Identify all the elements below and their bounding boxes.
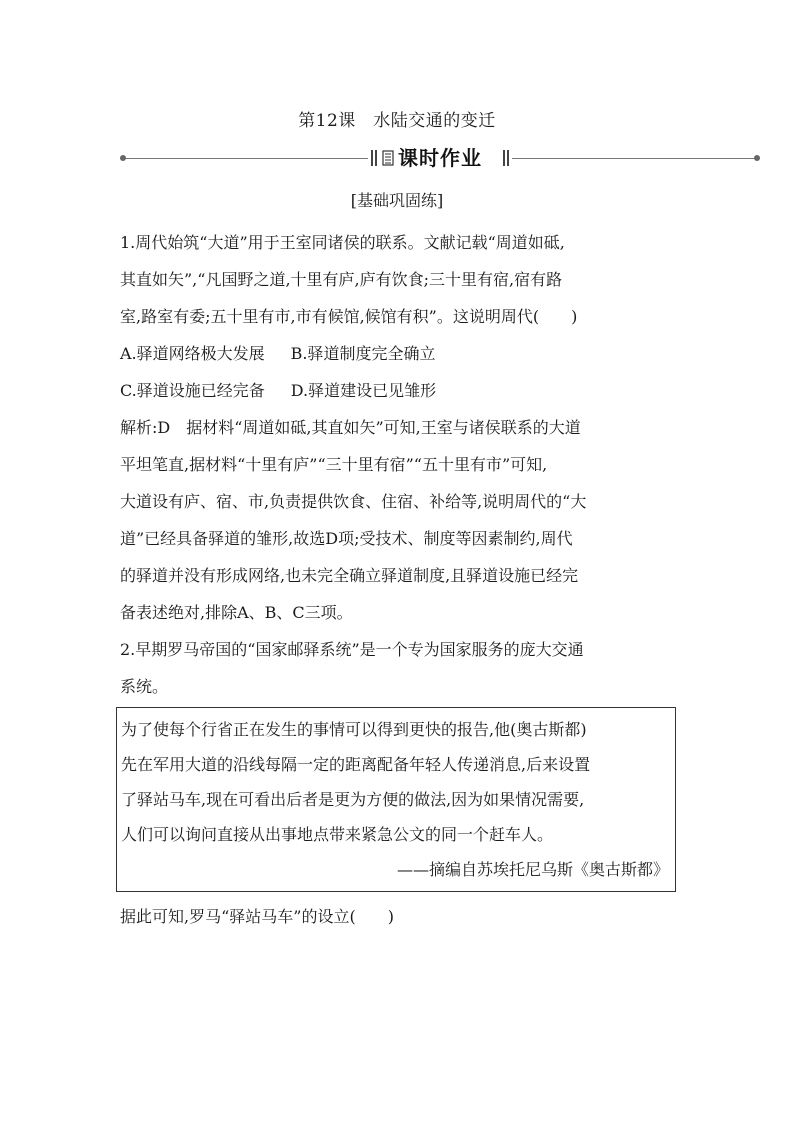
analysis-line: 平坦笔直,据材料“十里有庐”“三十里有宿”“五十里有市”可知, (120, 455, 548, 474)
option-b: B.驿道制度完全确立 (290, 344, 436, 363)
quote-line: 先在军用大道的沿线每隔一定的距离配备年轻人传递消息,后来设置 (121, 755, 591, 774)
banner-dot-right (754, 155, 760, 161)
quote-source: ——摘编自苏埃托尼乌斯《奥古斯都》 (396, 860, 669, 879)
section-banner (120, 146, 760, 172)
quote-line: 为了使每个行省正在发生的事情可以得到更快的报告,他(奥古斯都) (121, 720, 587, 739)
banner-ticks-left (370, 150, 380, 166)
section-label: [基础巩固练] (350, 191, 444, 210)
banner-label: 课时作业 (398, 146, 482, 170)
question-1-line: 室,路室有委;五十里有市,市有候馆,候馆有积”。这说明周代( ) (120, 307, 578, 326)
analysis-line: 解析:D 据材料“周道如砥,其直如矢”可知,王室与诸侯联系的大道 (120, 418, 581, 437)
question-1-options-row-2 (120, 372, 680, 409)
lesson-title: 第12课 水陆交通的变迁 (298, 111, 496, 131)
banner-rule-right (512, 158, 760, 159)
question-1-line: 其直如矢”,“凡国野之道,十里有庐,庐有饮食;三十里有宿,宿有路 (120, 270, 563, 289)
option-a: A.驿道网络极大发展 (120, 344, 265, 363)
option-c: C.驿道设施已经完备 (120, 381, 265, 400)
analysis-line: 备表述绝对,排除A、B、C三项。 (120, 603, 353, 622)
question-1-line: 1.周代始筑“大道”用于王室同诸侯的联系。文献记载“周道如砥, (120, 233, 565, 252)
question-1-options-row-1 (120, 335, 680, 372)
worksheet-content (120, 224, 680, 935)
quote-line: 了驿站马车,现在可看出后者是更为方便的做法,因为如果情况需要, (121, 790, 585, 809)
book-icon (382, 150, 394, 166)
banner-dot-left (120, 155, 126, 161)
analysis-line: 大道设有庐、宿、市,负责提供饮食、住宿、补给等,说明周代的“大 (120, 492, 587, 511)
option-d: D.驿道建设已见雏形 (290, 381, 437, 400)
analysis-line: 道”已经具备驿道的雏形,故选D项;受技术、制度等因素制约,周代 (120, 529, 573, 548)
question-2-stem: 据此可知,罗马“驿站马车”的设立( ) (120, 907, 394, 926)
question-2-line: 2.早期罗马帝国的“国家邮驿系统”是一个专为国家服务的庞大交通 (120, 640, 584, 659)
banner-ticks-right (502, 150, 512, 166)
banner-rule-left (120, 158, 368, 159)
quote-line: 人们可以询问直接从出事地点带来紧急公文的同一个赶车人。 (121, 825, 554, 844)
question-2-line: 系统。 (120, 677, 169, 696)
source-quote-box (116, 707, 676, 892)
analysis-line: 的驿道并没有形成网络,也未完全确立驿道制度,且驿道设施已经完 (120, 566, 579, 585)
